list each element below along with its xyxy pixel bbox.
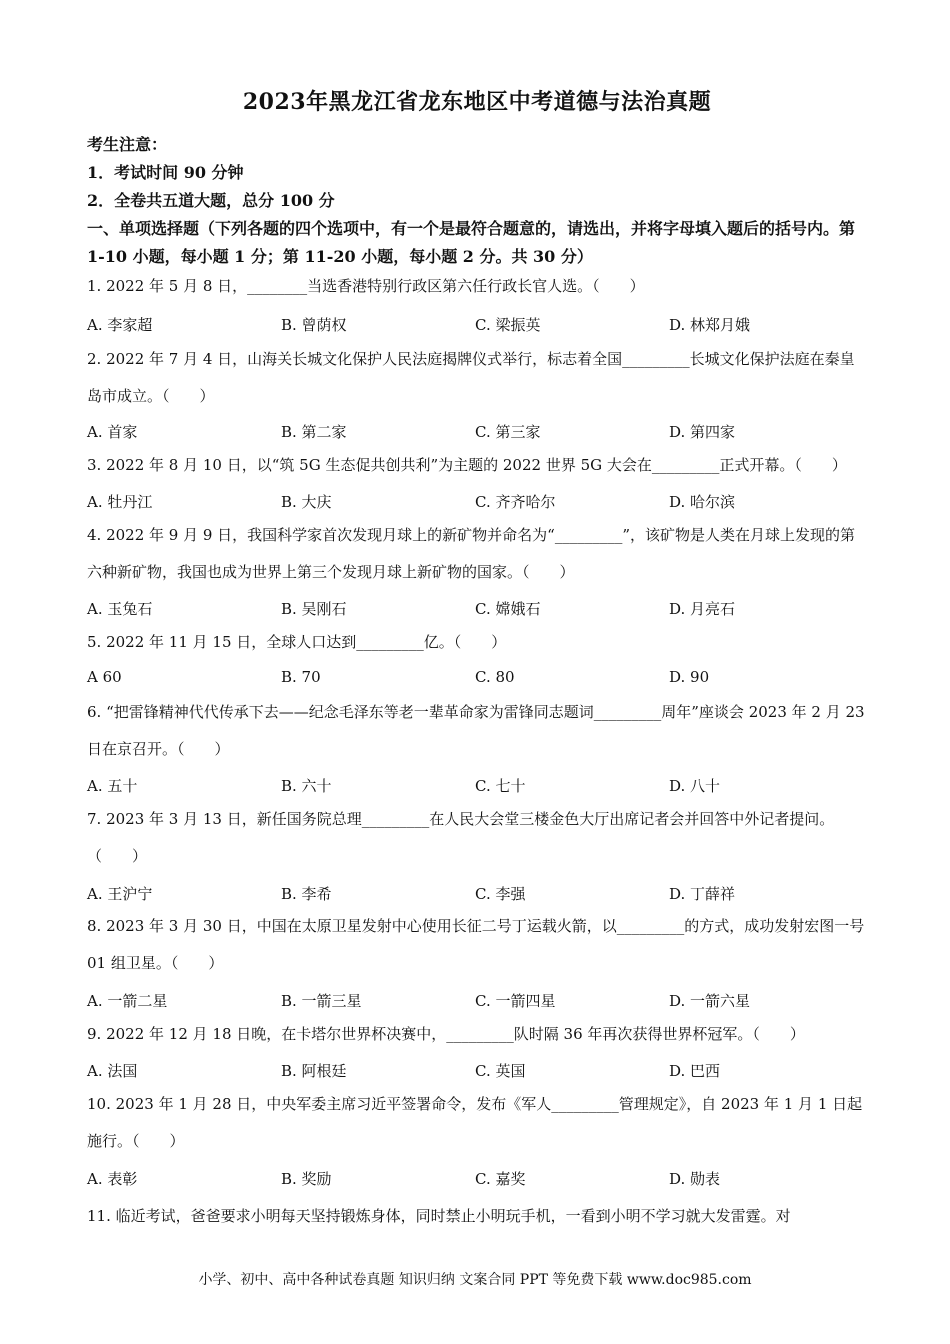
options-10 (87, 1168, 867, 1192)
option-a: A. 王沪宁 (87, 885, 153, 903)
option-a: A. 玉兔石 (87, 600, 153, 618)
question-2: 2. 2022 年 7 月 4 日，山海关长城文化保护人民法庭揭牌仪式举行，标志着全国_________长城文化保护法庭在秦皇岛市成立。（ ） (87, 350, 855, 405)
options-2 (87, 421, 867, 445)
notice-item-time: 1．考试时间 90 分钟 (87, 163, 244, 182)
option-d: D. 月亮石 (669, 600, 736, 618)
footer: 小学、初中、高中各种试卷真题 知识归纳 文案合同 PPT 等免费下载 www.doc985.com (198, 1272, 752, 1288)
question-9: 9. 2022 年 12 月 18 日晚，在卡塔尔世界杯决赛中，_________队时隔 36 年再次获得世界杯冠军。（ ） (87, 1025, 805, 1043)
options-1 (87, 314, 867, 338)
option-a: A. 首家 (87, 423, 138, 441)
options-5 (87, 668, 867, 692)
question-4: 4. 2022 年 9 月 9 日，我国科学家首次发现月球上的新矿物并命名为“_________”，该矿物是人类在月球上发现的第六种新矿物，我国也成为世界上第三个发现月球上新矿物的国家。（ ） (87, 526, 856, 581)
option-a: A. 一箭二星 (87, 992, 168, 1010)
option-c: C. 一箭四星 (475, 992, 556, 1010)
option-d: D. 90 (669, 668, 710, 686)
option-a: A. 法国 (87, 1062, 138, 1080)
option-c: C. 李强 (475, 885, 526, 903)
option-a: A. 李家超 (87, 316, 153, 334)
option-a: A. 表彰 (87, 1170, 138, 1188)
question-7: 7. 2023 年 3 月 13 日，新任国务院总理_________在人民大会堂三楼金色大厅出席记者会并回答中外记者提问。（ ） (87, 810, 835, 865)
options-3 (87, 491, 867, 515)
question-8: 8. 2023 年 3 月 30 日，中国在太原卫星发射中心使用长征二号丁运载火箭，以_________的方式，成功发射宏图一号 01 组卫星。（ ） (87, 917, 865, 972)
option-d: D. 勋表 (669, 1170, 721, 1188)
option-b: B. 奖励 (281, 1170, 332, 1188)
question-11: 11. 临近考试，爸爸要求小明每天坚持锻炼身体，同时禁止小明玩手机，一看到小明不学习就大发雷霆。对 (87, 1207, 791, 1225)
options-6 (87, 775, 867, 799)
page-title: 2023年黑龙江省龙东地区中考道德与法治真题 (242, 89, 712, 115)
option-c: C. 七十 (475, 777, 526, 795)
option-b: B. 六十 (281, 777, 332, 795)
option-c: C. 80 (475, 668, 515, 686)
option-b: B. 曾荫权 (281, 316, 347, 334)
option-c: C. 嫦娥石 (475, 600, 541, 618)
option-b: B. 大庆 (281, 493, 332, 511)
option-c: C. 第三家 (475, 423, 541, 441)
notice-heading: 考生注意： (87, 135, 168, 154)
option-d: D. 八十 (669, 777, 721, 795)
question-1: 1. 2022 年 5 月 8 日，________当选香港特别行政区第六任行政长官人选。（ ） (87, 277, 645, 295)
option-d: D. 哈尔滨 (669, 493, 736, 511)
option-c: C. 英国 (475, 1062, 526, 1080)
option-b: B. 第二家 (281, 423, 347, 441)
options-9 (87, 1060, 867, 1084)
option-d: D. 丁薛祥 (669, 885, 736, 903)
question-6: 6. “把雷锋精神代代传承下去——纪念毛泽东等老一辈革命家为雷锋同志题词_________周年”座谈会 2023 年 2 月 23 日在京召开。（ ） (87, 703, 865, 758)
options-8 (87, 990, 867, 1014)
question-5: 5. 2022 年 11 月 15 日，全球人口达到_________亿。（ ） (87, 633, 507, 651)
notice-item-score: 2．全卷共五道大题，总分 100 分 (87, 191, 335, 210)
options-7 (87, 883, 867, 907)
options-4 (87, 598, 867, 622)
option-a: A. 五十 (87, 777, 138, 795)
option-c: C. 齐齐哈尔 (475, 493, 556, 511)
option-b: B. 70 (281, 668, 321, 686)
section-heading: 一、单项选择题（下列各题的四个选项中，有一个是最符合题意的，请选出，并将字母填入题后的括号内。第 1-10 小题，每小题 1 分；第 11-20 小题，每小题 2 分。共 30 分） (87, 219, 856, 266)
question-3: 3. 2022 年 8 月 10 日，以“筑 5G 生态促共创共利”为主题的 2022 世界 5G 大会在_________正式开幕。（ ） (87, 456, 847, 474)
option-a: A 60 (87, 668, 122, 686)
option-a: A. 牡丹江 (87, 493, 153, 511)
option-d: D. 林郑月娥 (669, 316, 751, 334)
option-c: C. 嘉奖 (475, 1170, 526, 1188)
option-b: B. 阿根廷 (281, 1062, 347, 1080)
option-b: B. 吴刚石 (281, 600, 347, 618)
option-d: D. 一箭六星 (669, 992, 751, 1010)
option-c: C. 梁振英 (475, 316, 541, 334)
option-d: D. 巴西 (669, 1062, 721, 1080)
option-d: D. 第四家 (669, 423, 736, 441)
option-b: B. 李希 (281, 885, 332, 903)
question-10: 10. 2023 年 1 月 28 日，中央军委主席习近平签署命令，发布《军人_________管理规定》，自 2023 年 1 月 1 日起施行。（ ） (87, 1095, 863, 1150)
option-b: B. 一箭三星 (281, 992, 362, 1010)
